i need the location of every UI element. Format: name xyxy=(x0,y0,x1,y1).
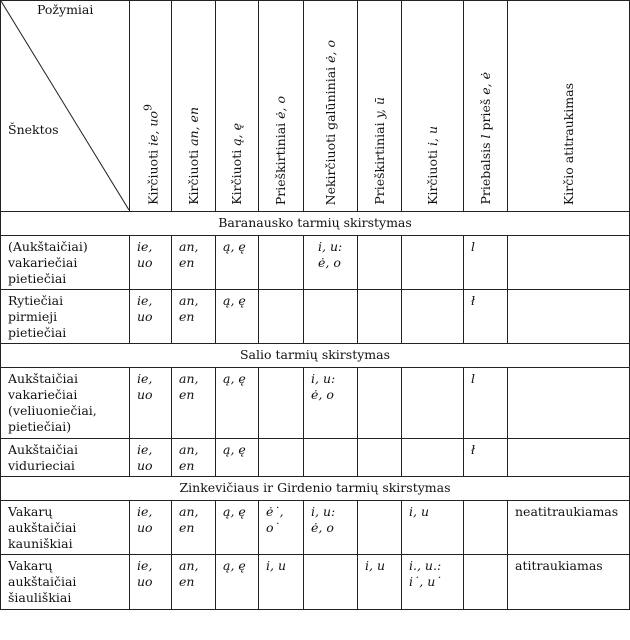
cell: l xyxy=(464,368,508,439)
cell: atitraukiamas xyxy=(508,555,630,610)
cell: ie, uo xyxy=(130,439,172,477)
corner-cell xyxy=(1,1,130,212)
section-title-zinkevicius-girdenis: Zinkevičiaus ir Girdenio tarmių skirstymas xyxy=(1,477,630,501)
table-row xyxy=(1,368,630,439)
cell: i, u xyxy=(259,555,304,610)
cell xyxy=(402,368,464,439)
cell: ie, uo xyxy=(130,501,172,555)
section-row xyxy=(1,212,630,236)
section-row xyxy=(1,344,630,368)
cell: i, u: ė, o xyxy=(304,501,358,555)
cell: an, en xyxy=(172,439,216,477)
header-stressed-nasal-vowels: Kirčiuoti ą, ę xyxy=(216,1,259,212)
cell xyxy=(259,236,304,290)
dialect-label: (Aukštaičiai) vakariečiai pietiečiai xyxy=(1,236,130,290)
dialect-label: Vakarų aukštaičiai kauniškiai xyxy=(1,501,130,555)
cell xyxy=(304,290,358,344)
table-row xyxy=(1,555,630,610)
table-row xyxy=(1,236,630,290)
features-label: Požymiai xyxy=(37,2,94,17)
cell xyxy=(464,501,508,555)
cell: ą, ę xyxy=(216,439,259,477)
dialect-label: Vakarų aukštaičiai šiauliškiai xyxy=(1,555,130,610)
cell: ie, uo xyxy=(130,368,172,439)
cell xyxy=(259,439,304,477)
header-stressed-i-u: Kirčiuoti i, u xyxy=(402,1,464,212)
header-pretonic-y-u: Prieškirtiniai y, ū xyxy=(358,1,402,212)
diagonal-divider xyxy=(1,1,130,211)
cell: ą, ę xyxy=(216,290,259,344)
cell: an, en xyxy=(172,555,216,610)
cell: ł xyxy=(464,439,508,477)
cell xyxy=(358,368,402,439)
cell xyxy=(304,439,358,477)
dialects-label: Šnektos xyxy=(8,122,59,137)
cell: an, en xyxy=(172,368,216,439)
cell xyxy=(259,368,304,439)
cell: i, u: ė, o xyxy=(304,368,358,439)
header-unstressed-final-e-o: Nekirčiuoti galūniniai ė, o xyxy=(304,1,358,212)
cell xyxy=(304,555,358,610)
cell: ie, uo xyxy=(130,555,172,610)
table-row xyxy=(1,501,630,555)
cell: i, u: ė, o xyxy=(304,236,358,290)
cell xyxy=(402,290,464,344)
cell: an, en xyxy=(172,290,216,344)
cell xyxy=(508,439,630,477)
cell xyxy=(358,290,402,344)
cell: neatitraukiamas xyxy=(508,501,630,555)
cell xyxy=(358,439,402,477)
cell: i, u xyxy=(358,555,402,610)
cell xyxy=(508,368,630,439)
cell: l xyxy=(464,236,508,290)
table-row xyxy=(1,439,630,477)
header-row xyxy=(1,1,630,212)
cell xyxy=(259,290,304,344)
header-stressed-ie-uo: Kirčiuoti ie, $uo^9$ xyxy=(130,1,172,212)
header-stressed-an-en: Kirčiuoti an, en xyxy=(172,1,216,212)
cell: i, u xyxy=(402,501,464,555)
table-row xyxy=(1,290,630,344)
cell xyxy=(508,236,630,290)
header-stress-retraction: Kirčio atitraukimas xyxy=(508,1,630,212)
cell xyxy=(464,555,508,610)
cell: ė˙, o˙ xyxy=(259,501,304,555)
dialect-label: Aukštaičiai vakariečiai (veliuoniečiai, pietiečiai) xyxy=(1,368,130,439)
cell xyxy=(508,290,630,344)
cell: ą, ę xyxy=(216,368,259,439)
cell: ie, uo xyxy=(130,290,172,344)
cell xyxy=(402,439,464,477)
cell xyxy=(402,236,464,290)
cell: an, en xyxy=(172,501,216,555)
header-consonant-l: Priebalsis l prieš e, ė xyxy=(464,1,508,212)
cell: ł xyxy=(464,290,508,344)
cell: an, en xyxy=(172,236,216,290)
section-title-salys: Salio tarmių skirstymas xyxy=(1,344,630,368)
header-pretonic-e-o: Prieškirtiniai ė, o xyxy=(259,1,304,212)
cell: i., u.: i˙, u˙ xyxy=(402,555,464,610)
dialect-label: Rytiečiai pirmieji pietiečiai xyxy=(1,290,130,344)
cell: ą, ę xyxy=(216,555,259,610)
cell xyxy=(358,501,402,555)
cell: ie, uo xyxy=(130,236,172,290)
cell xyxy=(358,236,402,290)
section-title-baranauskas: Baranausko tarmių skirstymas xyxy=(1,212,630,236)
section-row xyxy=(1,477,630,501)
cell: ą, ę xyxy=(216,236,259,290)
cell: ą, ę xyxy=(216,501,259,555)
dialect-label: Aukštaičiai vidurieciai xyxy=(1,439,130,477)
